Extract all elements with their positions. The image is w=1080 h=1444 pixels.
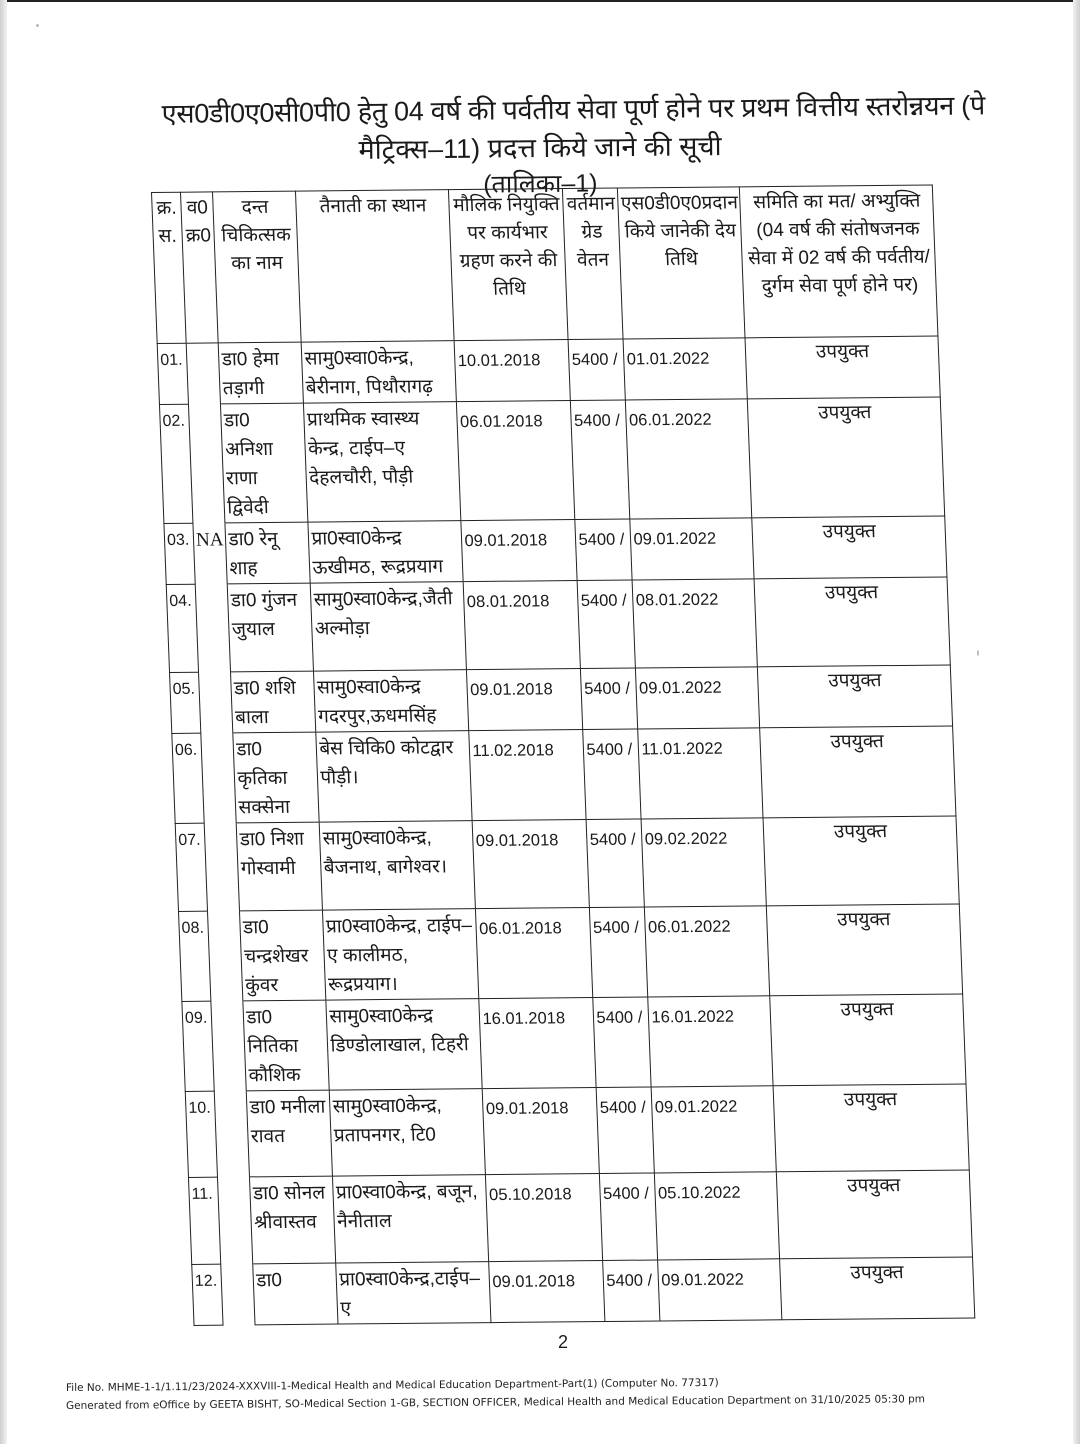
cell-remarks: उपयुक्त [745,336,940,399]
cell-remarks: उपयुक्त [760,726,956,818]
cell-remarks: उपयुक्त [758,665,953,728]
cell-remarks: उपयुक्त [755,577,951,667]
cell-appointment-date: 06.01.2018 [476,908,593,999]
cell-posting: प्रा0स्वा0केन्द्र, बजून, नैनीताल [333,1175,489,1263]
footer-file-number: File No. MHME-1-1/1.11/23/2024-XXXVIII-1-Medical Health and Medical Education Department-Part(1) (Computer No. 77317) [65,1376,719,1394]
cell-sno: 12. [192,1264,223,1325]
cell-grade-pay: 5400 / [593,997,651,1088]
cell-appointment-date: 10.01.2018 [455,340,571,402]
cell-code [188,404,225,523]
table-row [188,1170,972,1264]
cell-posting: सामु0स्वा0केन्द्र डिण्डोलाखाल, टिहरी [326,999,482,1090]
cell-grade-pay: 5400 / [590,907,648,998]
footer-generated-by: Generated from eOffice by GEETA BISHT, SO-Medical Section 1-GB, SECTION OFFICER, Medical Health and Medical Education Department on 31/10/2025 05:30 pm [65,1393,926,1412]
header-remarks: समिति का मत/ अभ्युक्ति (04 वर्ष की संतोषजनक सेवा में 02 वर्ष की पर्वतीय/दुर्गम सेवा पूर्ण होने पर) [740,185,939,338]
cell-appointment-date: 11.02.2018 [469,730,586,821]
cell-grade-pay: 5400 / [569,339,626,401]
cell-sno: 07. [175,823,207,911]
header-name: दन्त चिकित्सक का नाम [213,191,302,343]
cell-posting: प्रा0स्वा0केन्द्र, टाईप–ए कालीमठ, रूद्रप्रयाग। [323,909,479,1000]
cell-grade-pay: 5400 / [571,400,630,520]
cell-remarks: उपयुक्त [763,816,959,906]
cell-code [186,343,221,404]
cell-appointment-date: 09.01.2018 [461,520,577,582]
page-left-edge [0,0,7,1444]
cell-remarks: उपयुक्त [748,397,945,518]
cell-sno: 08. [179,911,211,1001]
header-sno: क्र. स. [152,192,187,343]
table-row [164,516,948,584]
cell-doctor-name: डा0 कृतिका सक्सेना [233,732,319,823]
cell-code [201,733,237,823]
cell-code [221,1264,256,1325]
cell-grade-pay: 5400 / [583,729,641,820]
table-label: (तालिका–1) [483,169,598,199]
cell-due-date: 06.01.2022 [626,399,752,519]
cell-due-date: 05.10.2022 [655,1172,780,1260]
cell-sno: 11. [188,1177,220,1264]
cell-remarks: उपयुक्त [774,1084,970,1172]
cell-sno: 01. [157,343,188,404]
cell-remarks: उपयुक्त [767,904,963,996]
cell-code: NA [193,523,228,584]
cell-posting: प्रा0स्वा0केन्द्र ऊखीमठ, रूद्रप्रयाग [308,521,463,583]
cell-due-date: 09.01.2022 [636,667,760,729]
cell-code [211,1001,247,1091]
page-right-edge [1073,0,1080,1444]
cell-grade-pay: 5400 / [597,1087,655,1174]
header-due-date: एस0डी0ए0प्रदान किये जानेकी देय तिथि [618,187,746,339]
cell-posting: सामु0स्वा0केन्द्र गदरपुर,ऊधमसिंह [314,670,469,732]
cell-doctor-name: डा0 रेनू शाह [225,522,310,584]
cell-grade-pay: 5400 / [603,1260,660,1322]
cell-doctor-name: डा0 सोनल श्रीवास्तव [250,1176,336,1264]
cell-posting: सामु0स्वा0केन्द्र, बेरीनाग, पिथौरागढ़ [302,341,457,403]
cell-doctor-name: डा0 हेमा तड़ागी [219,342,304,404]
cell-grade-pay: 5400 / [575,519,632,581]
cell-appointment-date: 05.10.2018 [486,1174,603,1262]
cell-grade-pay: 5400 / [587,819,645,908]
promotion-list-table [151,184,976,1325]
cell-doctor-name: डा0 मनीला रावत [247,1090,333,1177]
cell-doctor-name: डा0 चन्द्रशेखर कुंवर [240,910,326,1001]
scan-speck [36,24,39,27]
cell-due-date: 09.01.2022 [630,518,754,580]
cell-code [214,1091,250,1177]
cell-sno: 05. [170,672,201,733]
cell-appointment-date: 09.01.2018 [489,1260,605,1322]
title-line-2: मैट्रिक्स–11) प्रदत्त किये जाने की सूची [358,131,722,165]
cell-sno: 10. [185,1091,217,1177]
page-number: 2 [558,1332,569,1352]
cell-posting: बेस चिकि0 कोटद्वार पौड़ी। [316,731,472,822]
page-top-edge [0,0,1080,2]
cell-grade-pay: 5400 / [578,580,636,669]
table-row [172,726,957,823]
cell-code [195,584,231,672]
cell-grade-pay: 5400 / [581,668,638,730]
table-row [192,1257,976,1325]
cell-code [217,1177,253,1264]
cell-due-date: 09.01.2022 [652,1086,777,1173]
cell-posting: प्राथमिक स्वास्थ्य केन्द्र, टाईप–ए देहलचौरी, पौड़ी [304,402,461,522]
cell-appointment-date: 09.01.2018 [467,669,583,731]
cell-doctor-name: डा0 अनिशा राणा द्विवेदी [221,403,308,523]
cell-code [207,911,243,1001]
table-row [185,1084,969,1177]
cell-doctor-name: डा0 शशि बाला [231,671,316,733]
cell-remarks: उपयुक्त [780,1257,975,1320]
cell-posting: सामु0स्वा0केन्द्र, बैजनाथ, बागेश्वर। [320,821,476,910]
cell-doctor-name: डा0 [253,1263,338,1325]
cell-appointment-date: 06.01.2018 [457,401,575,521]
cell-grade-pay: 5400 / [600,1173,658,1261]
header-posting: तैनाती का स्थान [296,190,455,342]
table-row [182,994,967,1091]
scan-speck [977,650,979,656]
table-row [166,577,951,672]
cell-sno: 03. [164,523,195,584]
cell-sno: 06. [172,733,204,823]
cell-sno: 09. [182,1001,214,1091]
cell-remarks: उपयुक्त [777,1170,973,1259]
table-row [170,665,954,733]
cell-doctor-name: डा0 नितिका कौशिक [243,1000,329,1091]
title-line-1: एस0डी0ए0सी0पी0 हेतु 04 वर्ष की पर्वतीय सेवा पूर्ण होने पर प्रथम वित्तीय स्तरोन्नयन (पे [161,90,986,129]
cell-doctor-name: डा0 गुंजन जुयाल [228,583,314,672]
header-grade-pay: वर्तमान ग्रेड वेतन [563,188,624,340]
table-row [159,397,945,523]
cell-posting: प्रा0स्वा0केन्द्र,टाईप–ए [336,1262,491,1324]
cell-doctor-name: डा0 निशा गोस्वामी [237,822,323,911]
cell-appointment-date: 08.01.2018 [464,581,581,670]
cell-sno: 02. [159,404,192,523]
cell-sno: 04. [166,584,198,672]
table-row [157,336,941,404]
cell-appointment-date: 09.01.2018 [473,820,590,909]
table-row [175,816,960,911]
cell-due-date: 11.01.2022 [638,728,763,819]
cell-due-date: 01.01.2022 [623,338,747,400]
table-row [179,904,964,1001]
cell-appointment-date: 09.01.2018 [483,1088,600,1175]
cell-remarks: उपयुक्त [770,994,966,1086]
cell-due-date: 06.01.2022 [645,906,770,997]
cell-posting: सामु0स्वा0केन्द्र,जैती अल्मोड़ा [311,582,467,671]
cell-due-date: 09.02.2022 [642,818,767,907]
header-code: व0 क्र0 [181,192,219,343]
cell-code [199,672,234,733]
cell-due-date: 09.01.2022 [658,1259,782,1321]
cell-code [204,823,240,911]
cell-due-date: 08.01.2022 [633,579,758,668]
cell-remarks: उपयुक्त [752,516,947,579]
header-appointment-date: मौलिक नियुक्ति पर कार्यभार ग्रहण करने की तिथि [449,189,569,341]
cell-posting: सामु0स्वा0केन्द्र, प्रतापनगर, टि0 [330,1089,486,1176]
cell-due-date: 16.01.2022 [648,996,773,1087]
table-header-row [152,185,939,343]
cell-appointment-date: 16.01.2018 [479,998,596,1089]
